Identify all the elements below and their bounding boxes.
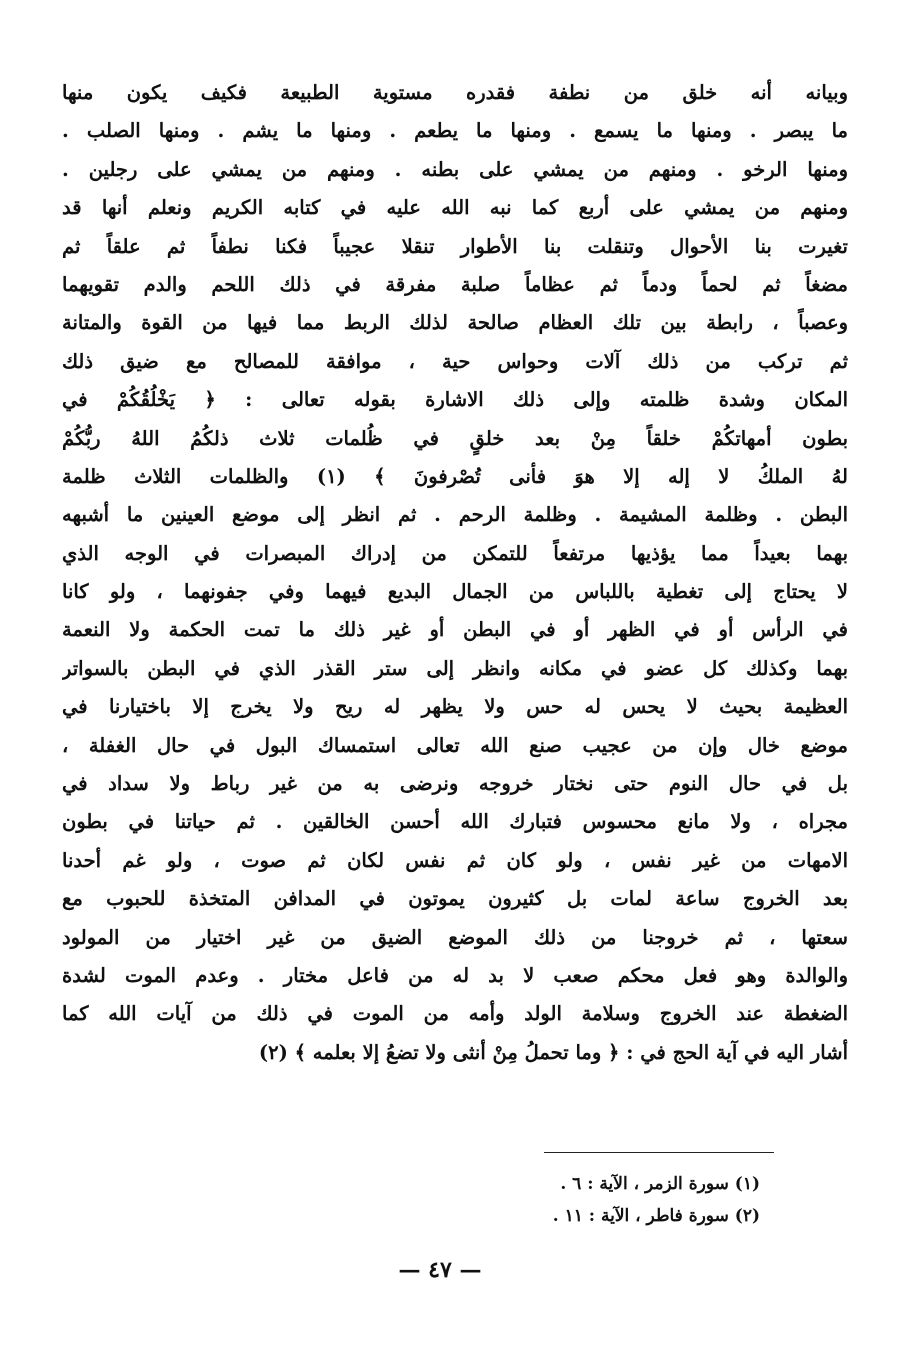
text-line: بهما وكذلك كل عضو في مكانه وانظر إلى ستر القذر الذي في البطن بالسواتر — [62, 656, 848, 680]
text-line: تغيرت بنا الأحوال وتنقلت بنا الأطوار تنقلا عجيباً فكنا نطفاً ثم علقاً ثم — [62, 234, 848, 258]
page-number: — ٤٧ — — [398, 1257, 482, 1283]
text-line: وبيانه أنه خلق من نطفة فقدره مستوية الطبيعة فكيف يكون منها — [62, 81, 848, 104]
text-line: ما يبصر . ومنها ما يسمع . ومنها ما يطعم . ومنها ما يشم . ومنها الصلب . — [62, 119, 848, 143]
main-text — [62, 74, 848, 1072]
text-line: في الرأس أو في الظهر أو في البطن أو غير ذلك ما تمت الحكمة ولا النعمة — [62, 618, 848, 642]
footnotes — [400, 1168, 760, 1232]
text-line: العظيمة بحيث لا يحس له حس ولا يظهر له ريح ولا يخرج إلا باختيارنا في — [62, 695, 848, 719]
text-line: مجراه ، ولا مانع محسوس فتبارك الله أحسن الخالقين . ثم حياتنا في بطون — [62, 810, 848, 834]
text-line: الضغطة عند الخروج وسلامة الولد وأمه من الموت في ذلك من آيات الله كما — [62, 1002, 848, 1026]
text-line: ومنها الرخو . ومنهم من يمشي على بطنه . ومنهم من يمشي على رجلين . — [62, 157, 848, 181]
text-line: بهما بعيداً مما يؤذيها مرتفعاً للتمكن من إدراك المبصرات في الوجه الذي — [62, 541, 848, 565]
text-line: وعصباً ، رابطة بين تلك العظام صالحة لذلك الربط مما فيها من القوة والمتانة — [62, 311, 848, 335]
text-line: أشار اليه في آية الحج في : ﴿ وما تحملُ مِنْ أنثى ولا تضعُ إلا بعلمه ﴾ (٢) — [258, 1040, 848, 1064]
text-line: سعتها ، ثم خروجنا من ذلك الموضع الضيق من غير اختيار من المولود — [62, 925, 848, 949]
footnote-2: (٢) سورة فاطر ، الآية : ١١ . — [552, 1206, 760, 1226]
text-line: لهُ الملكُ لا إله إلا هوَ فأنى تُصْرفونَ ﴾ (١) والظلمات الثلاث ظلمة — [62, 464, 848, 488]
text-line: البطن . وظلمة المشيمة . وظلمة الرحم . ثم انظر إلى موضع العينين ما أشبهه — [62, 503, 848, 527]
footnote-1: (١) سورة الزمر ، الآية : ٦ . — [560, 1174, 760, 1194]
text-line: موضع خال وإن من عجيب صنع الله تعالى استمساك البول في حال الغفلة ، — [62, 733, 848, 757]
text-line: ثم تركب من ذلك آلات وحواس حية ، موافقة للمصالح مع ضيق ذلك — [62, 349, 848, 373]
text-line: ومنهم من يمشي على أربع كما نبه الله عليه في كتابه الكريم ونعلم أنها قد — [62, 196, 848, 220]
text-line: والوالدة وهو فعل محكم صعب لا بد له من فاعل مختار . وعدم الموت لشدة — [62, 963, 848, 987]
text-line: بطون أمهاتكُمْ خلقاً مِنْ بعد خلقٍ في ظُلمات ثلاث ذلكُمُ اللهُ ربُّكُمْ — [62, 426, 848, 450]
text-line: بل في حال النوم حتى نختار خروجه ونرضى به من غير رباط ولا سداد في — [62, 772, 848, 796]
footnote-divider — [544, 1152, 774, 1153]
text-line: بعد الخروج ساعة لمات بل كثيرون يموتون في المدافن المتخذة للحبوب مع — [62, 887, 848, 911]
text-line: لا يحتاج إلى تغطية باللباس من الجمال البديع فيهما وفي جفونهما ، ولو كانا — [62, 580, 848, 604]
text-line: مضغاً ثم لحماً ودماً ثم عظاماً صلبة مفرقة في ذلك اللحم والدم تقويهما — [62, 272, 848, 296]
text-line: المكان وشدة ظلمته وإلى ذلك الاشارة بقوله تعالى : ﴿ يَخْلُقُكُمْ في — [62, 388, 848, 412]
text-line: الامهات من غير نفس ، ولو كان ثم نفس لكان ثم صوت ، ولو غم أحدنا — [62, 848, 848, 872]
